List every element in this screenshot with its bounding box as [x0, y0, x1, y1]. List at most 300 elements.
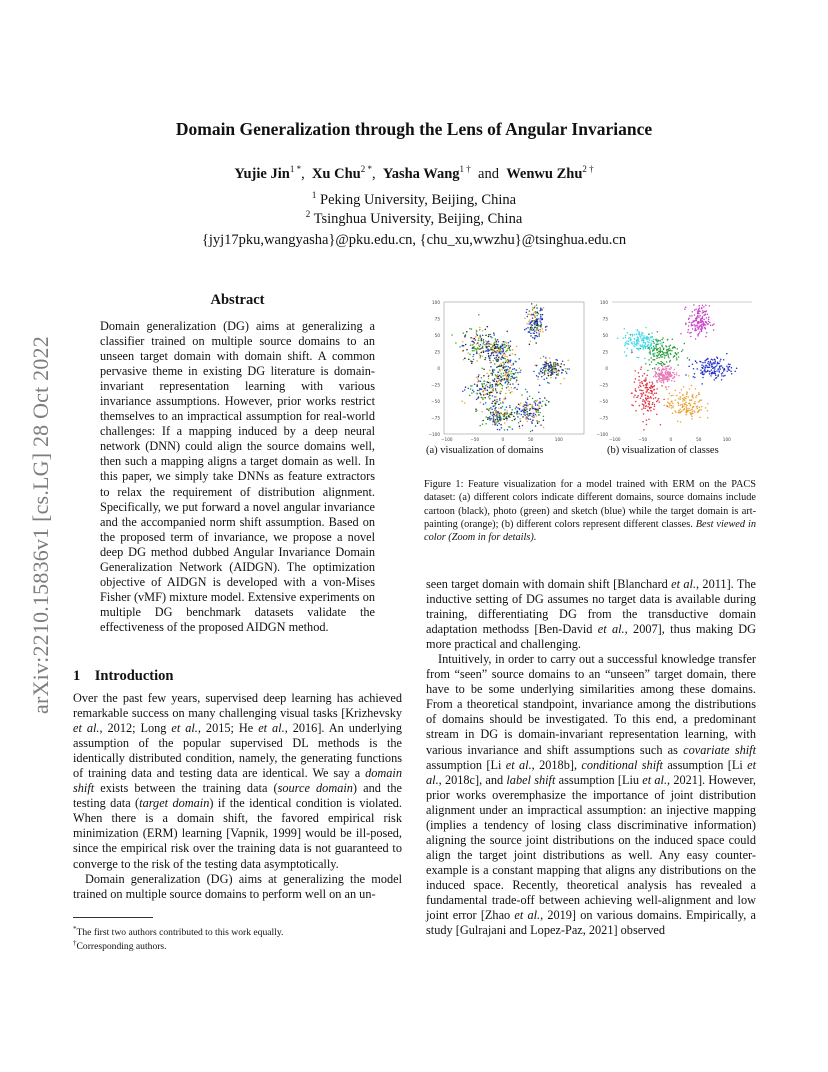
scatter-point — [519, 371, 521, 373]
scatter-point — [510, 360, 512, 362]
scatter-point — [716, 370, 718, 372]
scatter-point — [504, 371, 506, 373]
scatter-point — [510, 392, 512, 394]
italic-run: conditional shift — [581, 757, 663, 772]
scatter-point — [659, 347, 661, 349]
scatter-point — [736, 367, 738, 369]
scatter-point — [522, 410, 524, 412]
scatter-point — [506, 350, 508, 352]
scatter-point — [524, 404, 526, 406]
scatter-point — [643, 347, 645, 349]
scatter-point — [658, 398, 660, 400]
scatter-point — [537, 404, 539, 406]
text-run: , 2018c], and — [438, 772, 507, 787]
scatter-point — [536, 332, 538, 334]
scatter-point — [489, 395, 491, 397]
scatter-point — [475, 339, 477, 341]
scatter-point — [691, 315, 693, 317]
scatter-point — [546, 326, 548, 328]
scatter-point — [495, 344, 497, 346]
scatter-point — [499, 399, 501, 401]
scatter-point — [634, 338, 636, 340]
scatter-point — [716, 356, 718, 358]
y-tick-label: −50 — [599, 399, 608, 404]
scatter-point — [691, 411, 693, 413]
scatter-point — [494, 378, 496, 380]
scatter-point — [705, 304, 707, 306]
scatter-point — [519, 367, 521, 369]
scatter-point — [542, 401, 544, 403]
scatter-point — [496, 421, 498, 423]
x-tick-label: 100 — [554, 437, 563, 442]
scatter-point — [556, 374, 558, 376]
scatter-point — [647, 406, 649, 408]
scatter-point — [508, 382, 510, 384]
scatter-point — [721, 379, 723, 381]
scatter-point — [546, 360, 548, 362]
scatter-point — [712, 368, 714, 370]
scatter-point — [475, 336, 477, 338]
scatter-point — [653, 389, 655, 391]
scatter-point — [689, 315, 691, 317]
scatter-point — [476, 377, 478, 379]
scatter-point — [523, 411, 525, 413]
scatter-point — [674, 374, 676, 376]
scatter-point — [477, 335, 479, 337]
scatter-point — [713, 362, 715, 364]
scatter-point — [731, 367, 733, 369]
scatter-point — [483, 383, 485, 385]
scatter-point — [683, 405, 685, 407]
scatter-point — [538, 414, 540, 416]
scatter-point — [634, 394, 636, 396]
scatter-point — [476, 410, 478, 412]
scatter-point — [545, 357, 547, 359]
scatter-point — [656, 414, 658, 416]
scatter-point — [709, 373, 711, 375]
scatter-point — [516, 369, 518, 371]
scatter-point — [686, 405, 688, 407]
scatter-point — [692, 311, 694, 313]
scatter-point — [498, 404, 500, 406]
scatter-point — [510, 412, 512, 414]
scatter-point — [528, 418, 530, 420]
scatter-point — [649, 382, 651, 384]
scatter-point — [669, 379, 671, 381]
scatter-point — [500, 373, 502, 375]
scatter-point — [717, 363, 719, 365]
scatter-point — [704, 371, 706, 373]
scatter-point — [470, 337, 472, 339]
italic-run: et al. — [597, 622, 625, 637]
scatter-point — [695, 338, 697, 340]
scatter-point — [685, 406, 687, 408]
scatter-point — [626, 348, 628, 350]
scatter-point — [506, 380, 508, 382]
x-tick-label: −50 — [470, 437, 480, 442]
scatter-point — [554, 372, 556, 374]
scatter-point — [638, 357, 640, 359]
scatter-point — [709, 366, 711, 368]
scatter-point — [712, 359, 714, 361]
scatter-point — [476, 384, 478, 386]
scatter-point — [699, 394, 701, 396]
scatter-point — [697, 315, 699, 317]
scatter-point — [485, 357, 487, 359]
scatter-point — [643, 337, 645, 339]
scatter-point — [565, 371, 567, 373]
scatter-point — [645, 377, 647, 379]
text-run: assumption [Li — [426, 757, 506, 772]
scatter-point — [485, 387, 487, 389]
scatter-point — [701, 318, 703, 320]
scatter-point — [510, 376, 512, 378]
scatter-point — [675, 352, 677, 354]
scatter-point — [684, 397, 686, 399]
scatter-point — [695, 320, 697, 322]
scatter-point — [696, 368, 698, 370]
scatter-point — [671, 405, 673, 407]
scatter-point — [510, 378, 512, 380]
scatter-point — [681, 351, 683, 353]
scatter-point — [707, 314, 709, 316]
scatter-point — [495, 422, 497, 424]
scatter-point — [538, 318, 540, 320]
scatter-point — [648, 347, 650, 349]
scatter-point — [505, 377, 507, 379]
scatter-point — [625, 342, 627, 344]
scatter-point — [492, 395, 494, 397]
plot-frame — [444, 302, 584, 434]
scatter-point — [701, 308, 703, 310]
text-run: Intuitively, in order to carry out a successful knowledge transfer from “seen” source domains to an “unseen” target domain, there have to be some underlying similarities among these domains. From a theoretical standpoint, invariance among the distributions of domains should be investigated. To this end, a predominant stream in DG is domain-invariant representation learning, with various invariance and shift assumptions such as — [426, 652, 756, 757]
scatter-point — [703, 322, 705, 324]
scatter-point — [527, 413, 529, 415]
scatter-point — [653, 353, 655, 355]
scatter-point — [710, 375, 712, 377]
scatter-point — [500, 363, 502, 365]
scatter-point — [691, 416, 693, 418]
scatter-point — [669, 350, 671, 352]
scatter-point — [492, 379, 494, 381]
scatter-point — [537, 378, 539, 380]
scatter-point — [472, 356, 474, 358]
scatter-point — [702, 362, 704, 364]
scatter-point — [484, 359, 486, 361]
scatter-point — [482, 343, 484, 345]
scatter-point — [685, 398, 687, 400]
scatter-point — [693, 376, 695, 378]
italic-run: target domain — [139, 796, 210, 811]
scatter-point — [650, 410, 652, 412]
y-tick-label: −25 — [599, 382, 608, 388]
scatter-point — [533, 308, 535, 310]
scatter-point — [492, 374, 494, 376]
scatter-point — [705, 324, 707, 326]
scatter-point — [488, 334, 490, 336]
scatter-point — [467, 352, 469, 354]
scatter-point — [684, 343, 686, 345]
scatter-point — [507, 359, 509, 361]
scatter-point — [654, 359, 656, 361]
scatter-point — [490, 412, 492, 414]
scatter-point — [496, 381, 498, 383]
scatter-point — [489, 408, 491, 410]
scatter-point — [646, 399, 648, 401]
scatter-point — [649, 339, 651, 341]
scatter-point — [489, 362, 491, 364]
scatter-point — [510, 373, 512, 375]
scatter-point — [478, 390, 480, 392]
scatter-point — [498, 371, 500, 373]
scatter-point — [510, 350, 512, 352]
scatter-point — [663, 404, 665, 406]
scatter-point — [565, 368, 567, 370]
scatter-point — [475, 408, 477, 410]
scatter-point — [674, 356, 676, 358]
x-tick-label: −100 — [441, 437, 453, 442]
y-tick-label: −100 — [596, 432, 608, 437]
scatter-point — [649, 364, 651, 366]
scatter-point — [552, 372, 554, 374]
scatter-point — [480, 355, 482, 357]
scatter-point — [693, 410, 695, 412]
scatter-point — [726, 366, 728, 368]
scatter-point — [694, 403, 696, 405]
scatter-point — [654, 368, 656, 370]
scatter-point — [471, 328, 473, 330]
scatter-point — [470, 345, 472, 347]
scatter-point — [488, 382, 490, 384]
scatter-point — [530, 431, 532, 433]
scatter-point — [671, 350, 673, 352]
scatter-point — [670, 401, 672, 403]
section-title: Introduction — [94, 668, 174, 684]
scatter-point — [712, 324, 714, 326]
scatter-point — [647, 398, 649, 400]
scatter-point — [704, 369, 706, 371]
scatter-point — [481, 368, 483, 370]
scatter-point — [650, 393, 652, 395]
scatter-point — [698, 392, 700, 394]
scatter-point — [655, 338, 657, 340]
scatter-point — [644, 358, 646, 360]
scatter-point — [477, 342, 479, 344]
scatter-point — [545, 329, 547, 331]
scatter-point — [688, 322, 690, 324]
scatter-point — [485, 393, 487, 395]
scatter-point — [697, 328, 699, 330]
scatter-point — [542, 369, 544, 371]
scatter-point — [721, 365, 723, 367]
scatter-point — [676, 353, 678, 355]
italic-run: et al. — [642, 772, 668, 787]
text-run: , 2016]. An underlying assumption of the popular supervised DL methods is the identically distributed condition, namely, the generating functions of training data and testing data are identical. We say a — [73, 721, 403, 781]
scatter-point — [647, 401, 649, 403]
tsne-domains-svg — [422, 298, 590, 448]
scatter-point — [701, 323, 703, 325]
italic-run: source domain — [277, 781, 353, 796]
scatter-point — [480, 352, 482, 354]
scatter-point — [465, 344, 467, 346]
scatter-point — [489, 418, 491, 420]
scatter-point — [645, 342, 647, 344]
author-sep: , — [301, 165, 305, 182]
scatter-point — [486, 343, 488, 345]
scatter-point — [479, 329, 481, 331]
scatter-point — [535, 425, 537, 427]
x-tick-label: −100 — [609, 437, 621, 442]
scatter-point — [668, 386, 670, 388]
scatter-point — [495, 338, 497, 340]
scatter-point — [492, 385, 494, 387]
scatter-point — [653, 341, 655, 343]
scatter-point — [692, 328, 694, 330]
scatter-point — [526, 309, 528, 311]
scatter-point — [684, 308, 686, 310]
scatter-point — [529, 410, 531, 412]
scatter-point — [481, 397, 483, 399]
scatter-point — [506, 370, 508, 372]
scatter-point — [492, 371, 494, 373]
scatter-point — [543, 427, 545, 429]
scatter-point — [648, 419, 650, 421]
intro-paragraph-1 — [73, 691, 402, 872]
scatter-point — [699, 417, 701, 419]
scatter-point — [482, 330, 484, 332]
scatter-point — [510, 340, 512, 342]
scatter-point — [518, 358, 520, 360]
scatter-point — [697, 334, 699, 336]
scatter-point — [682, 404, 684, 406]
scatter-point — [546, 400, 548, 402]
scatter-point — [688, 318, 690, 320]
x-tick-label: 50 — [528, 437, 534, 442]
scatter-point — [532, 309, 534, 311]
scatter-point — [662, 354, 664, 356]
scatter-point — [666, 389, 668, 391]
scatter-point — [486, 341, 488, 343]
scatter-point — [498, 351, 500, 353]
scatter-point — [527, 397, 529, 399]
text-run: , 2015; He — [197, 721, 259, 736]
scatter-point — [495, 415, 497, 417]
scatter-point — [534, 337, 536, 339]
scatter-point — [704, 327, 706, 329]
scatter-point — [496, 399, 498, 401]
scatter-point — [492, 412, 494, 414]
scatter-point — [473, 354, 475, 356]
scatter-point — [532, 430, 534, 432]
footnote-text: Corresponding authors. — [76, 941, 167, 953]
scatter-point — [726, 371, 728, 373]
scatter-point — [502, 385, 504, 387]
right-paragraph-1 — [426, 577, 756, 652]
scatter-point — [489, 357, 491, 359]
scatter-point — [541, 376, 543, 378]
scatter-point — [493, 332, 495, 334]
scatter-point — [624, 328, 626, 330]
scatter-point — [535, 330, 537, 332]
scatter-point — [656, 340, 658, 342]
scatter-point — [642, 344, 644, 346]
scatter-point — [480, 381, 482, 383]
scatter-point — [489, 416, 491, 418]
scatter-point — [494, 369, 496, 371]
scatter-point — [677, 420, 679, 422]
scatter-point — [657, 400, 659, 402]
scatter-point — [527, 327, 529, 329]
scatter-point — [533, 371, 535, 373]
scatter-point — [664, 357, 666, 359]
scatter-point — [645, 387, 647, 389]
scatter-point — [485, 329, 487, 331]
scatter-point — [524, 412, 526, 414]
scatter-point — [519, 426, 521, 428]
scatter-point — [543, 356, 545, 358]
scatter-point — [649, 348, 651, 350]
scatter-point — [503, 366, 505, 368]
scatter-point — [481, 389, 483, 391]
scatter-point — [533, 320, 535, 322]
scatter-point — [691, 385, 693, 387]
scatter-point — [507, 429, 509, 431]
scatter-point — [686, 396, 688, 398]
scatter-point — [670, 360, 672, 362]
scatter-point — [561, 363, 563, 365]
scatter-point — [535, 402, 537, 404]
x-tick-label: 0 — [669, 437, 673, 442]
scatter-point — [660, 361, 662, 363]
scatter-point — [503, 372, 505, 374]
scatter-point — [508, 342, 510, 344]
scatter-point — [477, 390, 479, 392]
scatter-point — [688, 366, 690, 368]
scatter-point — [497, 339, 499, 341]
scatter-point — [506, 379, 508, 381]
scatter-point — [706, 365, 708, 367]
scatter-point — [490, 348, 492, 350]
italic-run: domain shift — [73, 766, 402, 796]
scatter-point — [685, 374, 687, 376]
scatter-point — [506, 342, 508, 344]
scatter-point — [540, 314, 542, 316]
x-tick-label: −50 — [638, 437, 648, 442]
scatter-point — [624, 343, 626, 345]
scatter-point — [493, 355, 495, 357]
scatter-point — [493, 418, 495, 420]
scatter-point — [668, 348, 670, 350]
scatter-point — [544, 373, 546, 375]
scatter-point — [677, 402, 679, 404]
scatter-point — [506, 345, 508, 347]
scatter-point — [498, 378, 500, 380]
scatter-point — [508, 345, 510, 347]
scatter-point — [520, 411, 522, 413]
scatter-point — [506, 360, 508, 362]
scatter-point — [539, 398, 541, 400]
scatter-point — [470, 388, 472, 390]
scatter-point — [664, 363, 666, 365]
scatter-point — [499, 414, 501, 416]
scatter-point — [626, 340, 628, 342]
scatter-point — [720, 365, 722, 367]
scatter-point — [661, 372, 663, 374]
scatter-point — [638, 376, 640, 378]
scatter-point — [492, 360, 494, 362]
scatter-point — [632, 334, 634, 336]
scatter-point — [494, 414, 496, 416]
